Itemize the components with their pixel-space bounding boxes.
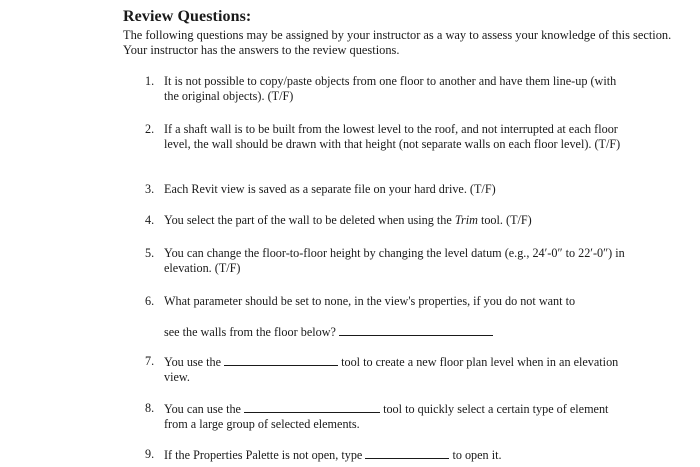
question-item xyxy=(145,182,625,197)
answer-blank[interactable] xyxy=(365,447,449,459)
question-text-end: tool to create a new floor plan level when in an elevation view. xyxy=(164,355,619,384)
question-number: 1. xyxy=(145,74,155,88)
question-text-end: tool. (T/F) xyxy=(477,213,532,227)
question-text-end: tool to quickly select a certain type of element from a large group of selected elements. xyxy=(164,402,609,431)
question-text: You can change the floor-to-floor height by changing the level datum (e.g., 24′-0″ to 22′-0″) in elevation. (T/F) xyxy=(164,246,625,275)
question-item xyxy=(145,294,625,340)
question-text: What parameter should be set to none, in the view's properties, if you do not want to xyxy=(164,294,576,308)
question-number: 3. xyxy=(145,182,155,196)
question-text-end: to open it. xyxy=(449,448,502,462)
question-number: 4. xyxy=(145,213,155,227)
question-number: 8. xyxy=(145,401,155,415)
answer-blank[interactable] xyxy=(224,354,338,366)
question-text: You select the part of the wall to be deleted when using the xyxy=(164,213,455,227)
question-number: 9. xyxy=(145,447,155,461)
question-text: If a shaft wall is to be built from the lowest level to the roof, and not interrupted at each floor level, the wall should be drawn with that height (not separate walls on each floor level). (T/F) xyxy=(164,122,621,151)
question-text: Each Revit view is saved as a separate file on your hard drive. (T/F) xyxy=(164,182,496,196)
answer-blank[interactable] xyxy=(244,401,380,413)
question-item xyxy=(145,354,625,385)
question-item xyxy=(145,447,625,463)
question-text: It is not possible to copy/paste objects from one floor to another and have them line-up (with the original objects). (T/F) xyxy=(164,74,617,103)
intro-paragraph: The following questions may be assigned by your instructor as a way to assess your knowledge of this section. Your instructor has the answers to the review questions. xyxy=(123,28,672,57)
question-text-end: see the walls from the floor below? xyxy=(164,325,336,339)
question-number: 2. xyxy=(145,122,155,136)
question-text: If the Properties Palette is not open, type xyxy=(164,448,366,462)
question-item xyxy=(145,213,625,228)
answer-blank[interactable] xyxy=(339,324,493,336)
page-title: Review Questions: xyxy=(123,8,252,25)
question-number: 6. xyxy=(145,294,155,308)
tool-name-emphasis: Trim xyxy=(454,213,478,227)
question-item xyxy=(145,74,625,104)
question-item xyxy=(145,246,625,276)
question-text: You can use the xyxy=(164,402,245,416)
question-text: You use the xyxy=(164,355,225,369)
question-item xyxy=(145,401,625,432)
question-number: 7. xyxy=(145,354,155,368)
question-number: 5. xyxy=(145,246,155,260)
question-item xyxy=(145,122,625,152)
